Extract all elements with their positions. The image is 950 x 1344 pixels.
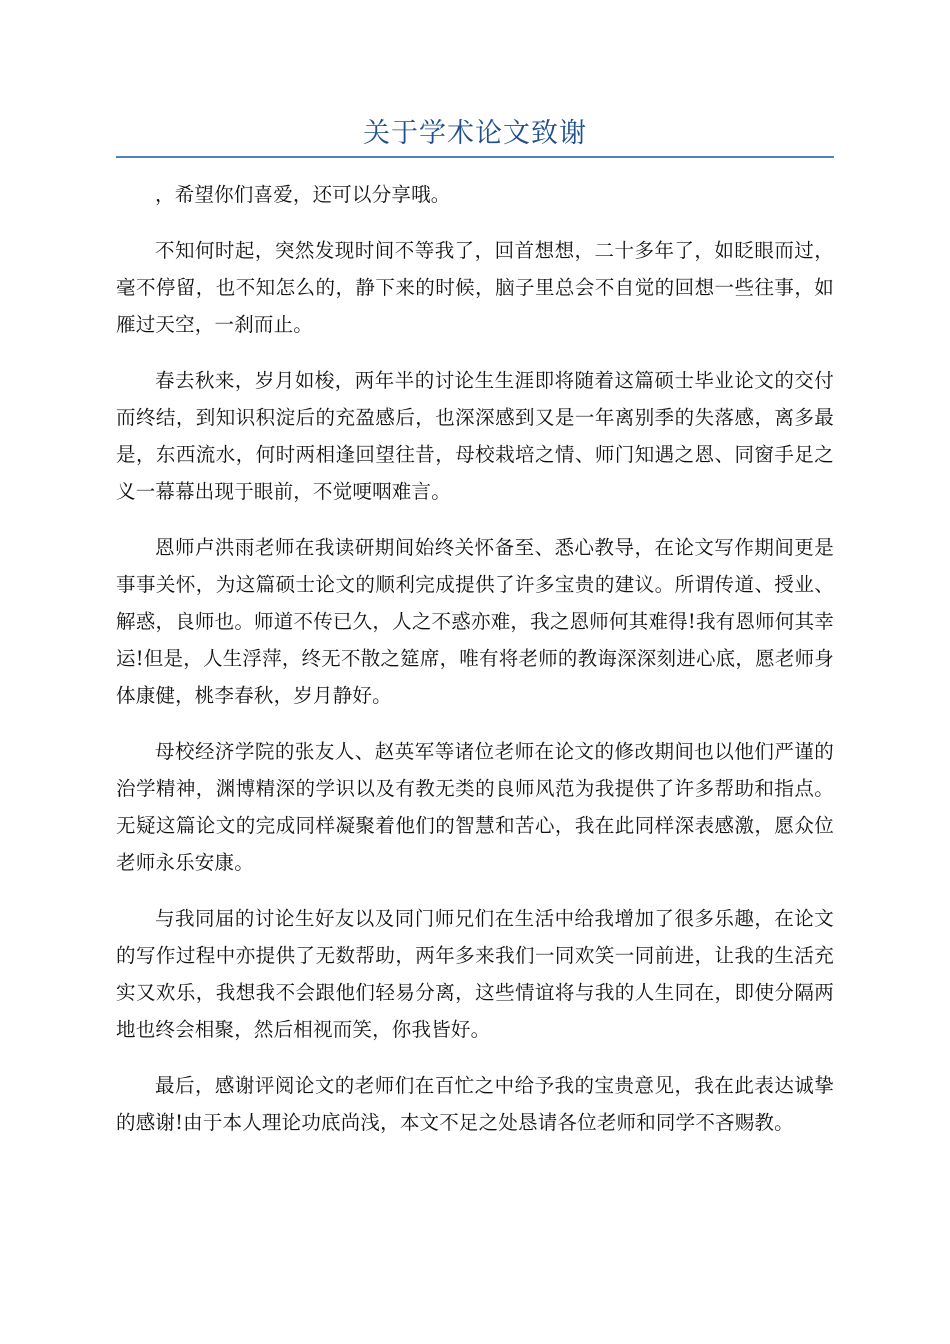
- paragraph-5: 母校经济学院的张友人、赵英军等诸位老师在论文的修改期间也以他们严谨的治学精神，渊博精深的学识以及有教无类的良师风范为我提供了许多帮助和指点。无疑这篇论文的完成同样凝聚着他们的智慧和苦心，我在此同样深表感激，愿众位老师永乐安康。: [116, 740, 834, 874]
- paragraph-2: 不知何时起，突然发现时间不等我了，回首想想，二十多年了，如眨眼而过，毫不停留，也不知怎么的，静下来的时候，脑子里总会不自觉的回想一些往事，如雁过天空，一刹而止。: [116, 239, 834, 336]
- paragraph-3: 春去秋来，岁月如梭，两年半的讨论生生涯即将随着这篇硕士毕业论文的交付而终结，到知识积淀后的充盈感后，也深深感到又是一年离别季的失落感，离多最是，东西流水，何时两相逢回望往昔，母校栽培之情、师门知遇之恩、同窗手足之义一幕幕出现于眼前，不觉哽咽难言。: [116, 369, 834, 503]
- document-title: 关于学术论文致谢: [363, 118, 587, 149]
- paragraph-6: 与我同届的讨论生好友以及同门师兄们在生活中给我增加了很多乐趣，在论文的写作过程中亦提供了无数帮助，两年多来我们一同欢笑一同前进，让我的生活充实又欢乐，我想我不会跟他们轻易分离，这些情谊将与我的人生同在，即使分隔两地也终会相聚，然后相视而笑，你我皆好。: [116, 907, 834, 1041]
- title-block: [116, 112, 834, 158]
- document-body: [116, 176, 834, 1160]
- paragraph-4: 恩师卢洪雨老师在我读研期间始终关怀备至、悉心教导，在论文写作期间更是事事关怀，为这篇硕士论文的顺利完成提供了许多宝贵的建议。所谓传道、授业、解惑，良师也。师道不传已久，人之不惑亦难，我之恩师何其难得!我有恩师何其幸运!但是，人生浮萍，终无不散之筵席，唯有将老师的教诲深深刻进心底，愿老师身体康健，桃李春秋，岁月静好。: [116, 536, 834, 707]
- paragraph-7: 最后，感谢评阅论文的老师们在百忙之中给予我的宝贵意见，我在此表达诚挚的感谢!由于本人理论功底尚浅，本文不足之处恳请各位老师和同学不吝赐教。: [116, 1074, 834, 1134]
- paragraph-1: ，希望你们喜爱，还可以分享哦。: [155, 183, 451, 206]
